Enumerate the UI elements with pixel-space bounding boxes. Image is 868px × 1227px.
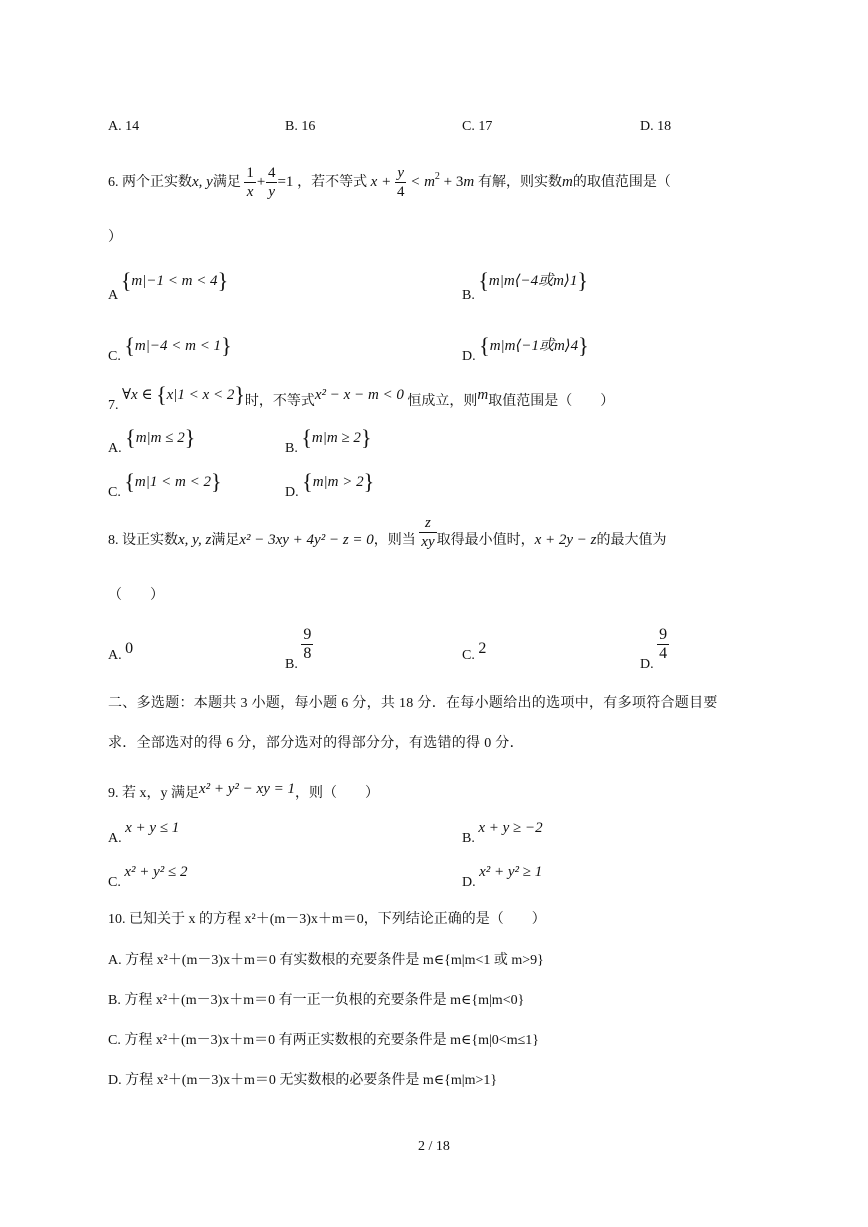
q9-option-b-value: x + y ≥ −2	[478, 820, 543, 836]
q6-option-d: D. {m|m⟨−1或m⟩4}	[462, 333, 589, 364]
q9-number: 9. 若 x，y 满足	[108, 786, 199, 801]
q7-option-b-label: B.	[285, 441, 298, 456]
q8-close-paren: （ ）	[108, 588, 164, 603]
q9-option-a-value: x + y ≤ 1	[125, 820, 180, 836]
q9-option-d-value: x² + y² ≥ 1	[479, 864, 543, 880]
q8-expression: x + 2y − z	[534, 532, 597, 548]
q7-option-a-label: A.	[108, 441, 122, 456]
q5-option-b: B. 16	[285, 119, 316, 134]
q8-option-c-value: 2	[478, 640, 487, 657]
q7-text-2: 恒成立，则	[407, 394, 478, 409]
q6-option-d-set: m|m⟨−1或m⟩4	[489, 338, 579, 354]
q9-option-a	[108, 820, 180, 846]
q7-option-c-label: C.	[108, 485, 121, 500]
page-number: 2 / 18	[418, 1139, 450, 1154]
q7-inequality: x² − x − m < 0	[314, 387, 404, 403]
q6-stem	[108, 160, 671, 205]
q9-option-d-label: D.	[462, 875, 476, 890]
q6-text-4: 的取值范围是（	[572, 175, 671, 190]
q8-option-a-label: A.	[108, 648, 122, 663]
q7-text-1: 时，不等式	[244, 394, 315, 409]
q7-forall: ∀x ∈	[122, 387, 153, 403]
q7-set: x|1 < x < 2	[166, 387, 235, 403]
q7-stem: 7. ∀x ∈ {x|1 < x < 2}时，不等式x² − x − m < 0 恒成立，则m取值范围是（ ）	[108, 382, 615, 413]
q6-inequality: x + $\frac{y}{4}$ < $m^2 + 3m$	[370, 165, 478, 201]
q7-option-b: B. {m|m ≥ 2}	[285, 425, 372, 456]
q6-text-3: 有解，则实数	[477, 175, 562, 190]
q7-option-c-set: m|1 < m < 2	[134, 474, 211, 490]
q8-option-d-fraction: $\frac{9}{4}$	[659, 626, 668, 662]
q8-equation: x² − 3xy + 4y² − z = 0	[239, 532, 374, 548]
q8-option-b-fraction: $\frac{9}{8}$	[303, 626, 312, 662]
q8-text-1: 满足	[211, 533, 240, 548]
q8-text-3: 取得最小值时，	[436, 533, 535, 548]
q6-condition: $\frac{1}{x}$ + $\frac{4}{y}$ =1	[246, 165, 294, 201]
q6-vars: x, y	[192, 174, 213, 190]
q7-option-a: A. {m|m ≤ 2}	[108, 425, 196, 456]
q6-text-2: ，若不等式	[297, 175, 368, 190]
q9-text-1: ，则（ ）	[295, 786, 379, 801]
q9-option-c	[108, 864, 188, 890]
q6-option-d-label: D.	[462, 349, 476, 364]
q8-text-4: 的最大值为	[596, 533, 667, 548]
q6-option-a: A {m|−1 < m < 4}	[108, 268, 229, 303]
q9-equation: x² + y² − xy = 1	[199, 781, 295, 797]
q8-option-a-value: 0	[125, 640, 134, 657]
q6-option-b-set: m|m⟨−4或m⟩1	[488, 273, 578, 289]
q8-stem	[108, 515, 667, 561]
q9-option-b-label: B.	[462, 831, 475, 846]
q7-var-m: m	[477, 387, 489, 403]
q7-option-d-set: m|m > 2	[312, 474, 364, 490]
q8-fraction: $\frac{z}{xy}$	[421, 515, 435, 551]
q8-option-d-label: D.	[640, 656, 654, 672]
section-2-heading-line-2: 求．全部选对的得 6 分，部分选对的得部分分，有选错的得 0 分．	[108, 736, 524, 751]
q7-option-d-label: D.	[285, 485, 299, 500]
q6-option-c-label: C.	[108, 349, 121, 364]
q9-option-c-value: x² + y² ≤ 2	[124, 864, 188, 880]
q10-option-a: A. 方程 x²＋(m－3)x＋m＝0 有实数根的充要条件是 m∈{m|m<1 或 m>9}	[108, 953, 544, 968]
q5-option-d: D. 18	[640, 119, 672, 134]
section-2-heading: 二、多选题：本题共 3 小题，每小题 6 分，共 18 分．在每小题给出的选项中，有多项符合题目要	[108, 696, 718, 711]
q10-option-c: C. 方程 x²＋(m－3)x＋m＝0 有两正实数根的充要条件是 m∈{m|0<m≤1}	[108, 1033, 539, 1048]
q8-option-c-label: C.	[462, 648, 475, 663]
q6-text-1: 满足	[212, 175, 241, 190]
q10-option-b: B. 方程 x²＋(m－3)x＋m＝0 有一正一负根的充要条件是 m∈{m|m<0}	[108, 993, 525, 1008]
q8-option-b	[285, 626, 313, 672]
q7-option-a-set: m|m ≤ 2	[135, 430, 185, 446]
q8-option-c	[462, 640, 487, 663]
q8-option-d	[640, 626, 669, 672]
q6-option-b: B. {m|m⟨−4或m⟩1}	[462, 268, 588, 303]
q9-option-a-label: A.	[108, 831, 122, 846]
q7-text-3: 取值范围是（ ）	[488, 394, 615, 409]
q8-option-b-label: B.	[285, 656, 298, 672]
q8-text-2: ，则当	[373, 533, 416, 548]
q7-option-b-set: m|m ≥ 2	[311, 430, 361, 446]
q6-var-m: m	[561, 174, 573, 190]
q6-option-a-set: m|−1 < m < 4	[131, 273, 218, 289]
q5-option-a: A. 14	[108, 119, 140, 134]
q5-option-c: C. 17	[462, 119, 493, 134]
q7-option-d: D. {m|m > 2}	[285, 469, 375, 500]
q10-option-d: D. 方程 x²＋(m－3)x＋m＝0 无实数根的必要条件是 m∈{m|m>1}	[108, 1073, 498, 1088]
q6-number: 6. 两个正实数	[108, 175, 192, 190]
q9-stem	[108, 778, 379, 801]
q6-option-c-set: m|−4 < m < 1	[134, 338, 222, 354]
q10-stem: 10. 已知关于 x 的方程 x²＋(m－3)x＋m＝0，下列结论正确的是（ ）	[108, 912, 546, 927]
q6-option-c: C. {m|−4 < m < 1}	[108, 333, 232, 364]
q9-option-c-label: C.	[108, 875, 121, 890]
q6-close-paren: ）	[108, 230, 122, 245]
q6-option-a-label: A	[108, 288, 118, 303]
q9-option-b	[462, 820, 543, 846]
q8-option-a	[108, 640, 134, 663]
q7-number: 7.	[108, 398, 119, 413]
q8-vars: x, y, z	[178, 532, 212, 548]
q6-option-b-label: B.	[462, 288, 475, 303]
q7-option-c: C. {m|1 < m < 2}	[108, 469, 222, 500]
q9-option-d	[462, 864, 543, 890]
q8-number: 8. 设正实数	[108, 533, 178, 548]
